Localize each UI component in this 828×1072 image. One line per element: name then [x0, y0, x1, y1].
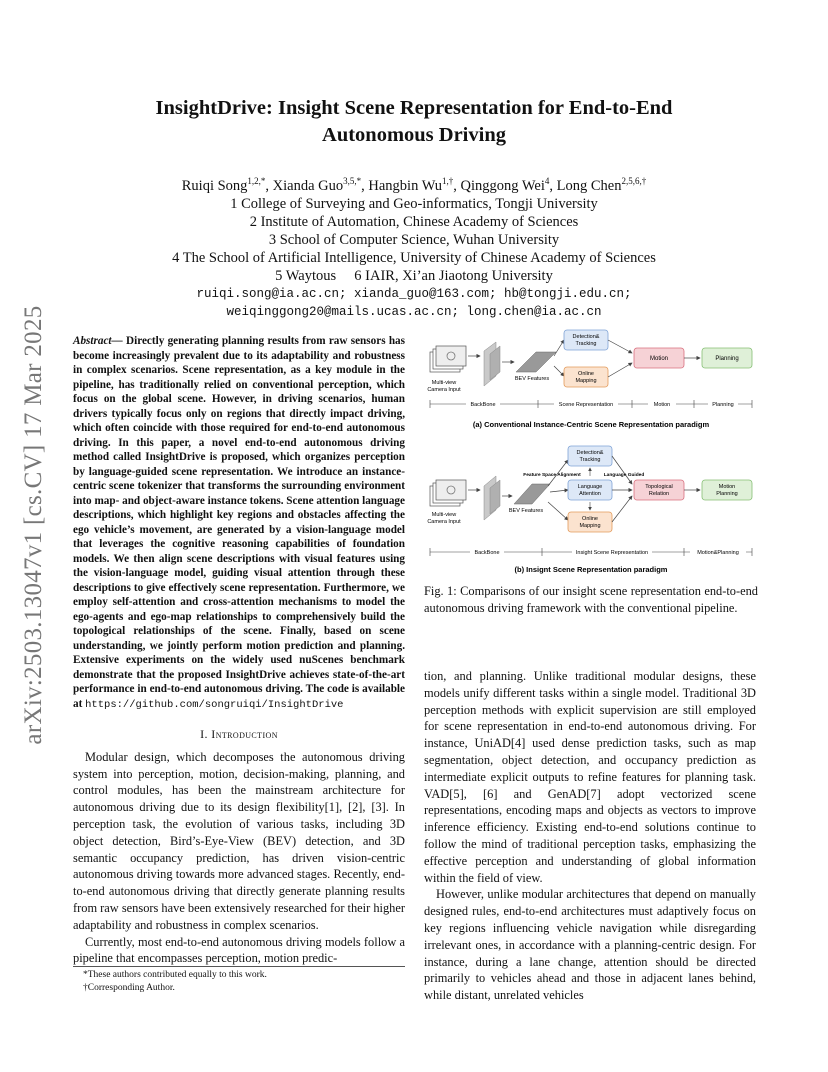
stage-label: Motion: [653, 402, 671, 408]
panel-b: [427, 446, 752, 574]
stage-label: Scene Representation: [558, 402, 614, 408]
author-list: Ruiqi Song$^{1,2,*}$, Xianda Guo$^{3,5,*}$, Hangbin $Wu^{1,\dagger}$, Qinggong Wei$^4$, Long Chen$^{2,5,6,\dagger}$: [181, 176, 647, 194]
paragraph: Modular design, which decomposes the autonomous driving system into perception, motion, decision-making, planning, and control modules, has been the mainstream architecture for autonomous driving due to its design flexibility[1], [2], [3]. In perception task, the evolution of various tasks, including 3D object detection, Bird’s-Eye-View (BEV) detection, and 3D semantic occupancy prediction, has driven vision-centric autonomous driving towards more advanced stages. Recently, end-to-end autonomous driving that directly generate planning results from raw sensors have been extensively researched for their higher adaptability and robustness in complex scenarios.: [73, 749, 405, 932]
figure-1: [426, 326, 756, 576]
language-box: [568, 480, 612, 500]
footnote: †Corresponding Author.: [83, 983, 175, 993]
author-block: [100, 172, 728, 321]
paper-title: InsightDrive: Insight Scene Representation for End-to-End Autonomous Driving: [155, 97, 673, 146]
email-line: ruiqi.song@ia.ac.cn; xianda_guo@163.com; hb@tongji.edu.cn;: [196, 286, 632, 301]
paragraph: tion, and planning. Unlike traditional modular designs, these models unify different tasks within a single model. Traditional 3D perception methods with explicit supervision are still employed for scene representation in end-to-end autonomous driving. For instance, UniAD[4] used dense prediction tasks, such as map segmentation, object detection, and occupancy prediction as intermediate explicit outputs to refine features for planning task. VAD[5], [6] and GenAD[7] adopt vectorized scene representations, encoding maps and objects as vectors to improve inference efficiency. Existing end-to-end solutions continue to follow the mind of traditional perception tasks, emphasizing the effective perception and understanding of global information within the field of view.: [424, 669, 756, 885]
panel-b-caption: (b) Insignt Scene Representation paradigm: [514, 565, 668, 574]
topological-box: [634, 480, 684, 500]
motion-label: Motion: [649, 356, 669, 362]
detection-box: [564, 330, 608, 350]
email-line: weiqinggong20@mails.ucas.ac.cn; long.chen@ia.ac.cn: [226, 304, 602, 319]
language-guided-label: Language Guided: [603, 473, 645, 478]
left-column: [73, 334, 405, 967]
planning-label: Planning: [715, 356, 739, 362]
stage-label: BackBone: [470, 402, 496, 408]
mapping-label: Online Mapping: [575, 371, 597, 384]
right-column: [424, 668, 756, 1004]
feature-align-label: Feature Space Alignment: [523, 473, 581, 478]
affiliation: 5 Waytous 6 IAIR, Xi’an Jiaotong University: [275, 267, 553, 284]
abstract-text: Directly generating planning results from raw sensors has become increasingly prevalent due to its adaptability and robustness in complex scenarios. Scene representation, as a key module in the pipeline, has traditionally relied on conventional perception, which focus on the global scene. However, in driving scenarios, human drivers typically focus only on regions that directly impact driving, which often coincide with those required for end-to-end autonomous driving. In this paper, a novel end-to-end autonomous driving method called InsightDrive is proposed, which organizes perception by language-guided scene representation. We introduce an instance-centric scene tokenizer that transforms the surrounding environment into map- and object-aware instance tokens. Scene attention language descriptions, which highlight key regions and obstacles affecting the ego vehicle’s movement, are generated by a vision-language model that leverages the cognitive reasoning capabilities of foundation models. We then align scene descriptions with visual features using the vision-language model, guiding visual attention through these descriptions to give effectively scene representation. Furthermore, we employ self-attention and cross-attention mechanisms to model the ego-agents and ego-map relationships to comprehensively build the topological relationships of the scene. Finally, based on scene understanding, we jointly perform motion prediction and planning. Extensive experiments on the widely used nuScenes benchmark demonstrate that the proposed InsightDrive achieves state-of-the-art performance in end-to-end autonomous driving. The code is available at: [73, 335, 405, 710]
mapping-box: [564, 367, 608, 387]
code-link[interactable]: https://github.com/songruiqi/InsightDrive: [85, 698, 344, 711]
camera-label: Multi-view Camera Input: [427, 512, 461, 525]
affiliation: 1 College of Surveying and Geo-informatics, Tongji University: [230, 195, 598, 212]
section-heading: I. Introduction: [200, 727, 278, 741]
abstract-lead: Abstract—: [73, 335, 123, 347]
paragraph: Currently, most end-to-end autonomous driving models follow a pipeline that encompasses perception, motion predic-: [73, 934, 405, 966]
panel-a: [427, 330, 752, 429]
topological-label: Topological Relation: [645, 484, 673, 497]
language-label: Language Attention: [577, 484, 603, 497]
stage-label: Planning: [712, 402, 734, 408]
bev-label: BEV Features: [508, 508, 544, 514]
figure-diagram: [426, 326, 756, 576]
bev-feature-block: [514, 484, 550, 504]
detection-label: Detection& Tracking: [572, 334, 600, 347]
bev-feature-block: [516, 352, 556, 372]
arxiv-sidebar: [14, 290, 54, 760]
footnote: *These authors contributed equally to this work.: [83, 970, 267, 980]
camera-icon: [430, 346, 466, 372]
figure-caption: Fig. 1: Comparisons of our insight scene representation end-to-end autonomous driving framework with the conventional pipeline.: [424, 584, 758, 615]
motion-planning-label: Motion Planning: [716, 484, 738, 497]
mapping-label: Online Mapping: [579, 516, 601, 529]
affiliation: 2 Institute of Automation, Chinese Academy of Sciences: [249, 213, 579, 230]
affiliation: 3 School of Computer Science, Wuhan University: [268, 231, 560, 248]
affiliation: 4 The School of Artificial Intelligence, University of Chinese Academy of Sciences: [172, 249, 656, 266]
motion-planning-box: [702, 480, 752, 500]
panel-a-caption: (a) Conventional Instance-Centric Scene Representation paradigm: [472, 420, 710, 429]
stage-label: Motion&Planning: [697, 550, 739, 556]
bev-label: BEV Features: [514, 376, 550, 382]
mapping-box: [568, 512, 612, 532]
camera-label: Multi-view Camera Input: [427, 380, 461, 393]
arxiv-identifier: arXiv:2503.13047v1 [cs.CV] 17 Mar 2025: [20, 305, 47, 745]
stage-label: Insight Scene Representation: [575, 550, 649, 556]
stage-label: BackBone: [474, 550, 500, 556]
paragraph: However, unlike modular architectures that depend on manually designed rules, end-to-end architectures must adaptively focus on key regions influencing vehicle navigation while disregarding irrelevant ones, in accordance with a planning-centric design. For instance, during a lane change, attention should be directed primarily to vehicles ahead and those in adjacent lanes behind, while distant, unrelated vehicles: [424, 887, 756, 1003]
abstract: [73, 334, 405, 712]
detection-label: Detection& Tracking: [576, 450, 604, 463]
detection-box: [568, 446, 612, 466]
camera-icon: [430, 480, 466, 506]
footnotes: [73, 966, 405, 995]
